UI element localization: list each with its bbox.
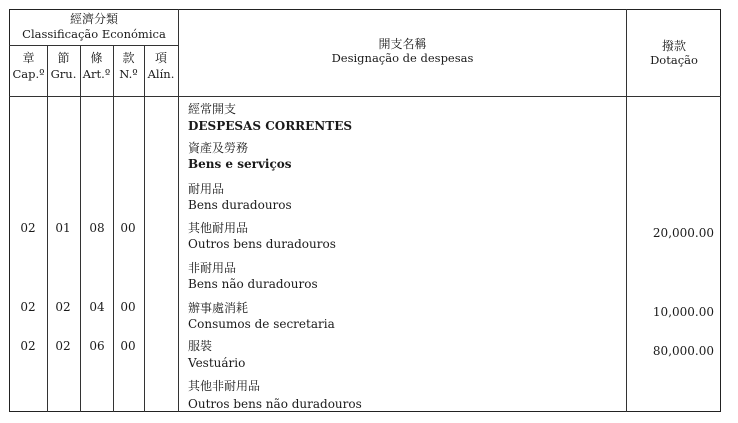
row-code-no: 00 [120, 221, 136, 235]
row-label-pt: Bens duradouros [188, 198, 292, 212]
col-art-zh: 條 [90, 51, 103, 65]
row-code-no: 00 [120, 339, 136, 353]
row-amount: 20,000.00 [652, 226, 714, 240]
row-label-pt: Bens e serviços [188, 157, 292, 171]
col-alin-pt: Alín. [147, 67, 175, 81]
column-divider-gru [80, 45, 81, 412]
row-label-pt: Vestuário [188, 356, 246, 370]
col-cap-pt: Cap.º [12, 67, 45, 81]
header-subdivider [9, 45, 179, 46]
column-divider-no [144, 45, 145, 412]
row-code-art: 04 [89, 300, 105, 314]
row-label-zh: 其他耐用品 [188, 221, 249, 235]
dotacao-title-zh: 撥款 [661, 39, 686, 53]
designation-title-pt: Designação de despesas [331, 51, 474, 65]
row-label-zh: 其他非耐用品 [188, 379, 261, 393]
row-label-pt: Bens não duradouros [188, 277, 318, 291]
row-label-pt: Outros bens não duradouros [188, 397, 362, 411]
row-code-art: 06 [89, 339, 105, 353]
header-bottom-line [9, 96, 721, 97]
col-no-zh: 款 [122, 51, 135, 65]
classification-title-pt: Classificação Económica [22, 27, 166, 41]
classification-title-zh: 經濟分類 [69, 12, 118, 26]
column-divider-classification [178, 9, 179, 412]
col-alin-zh: 項 [154, 51, 167, 65]
row-code-cap: 02 [20, 339, 36, 353]
row-code-gru: 01 [55, 221, 71, 235]
row-code-art: 08 [89, 221, 105, 235]
designation-title-zh: 開支名稱 [378, 37, 427, 51]
row-label-zh: 資產及勞務 [188, 141, 249, 155]
col-no-pt: N.º [119, 67, 138, 81]
row-label-pt: Outros bens duradouros [188, 237, 336, 251]
row-code-no: 00 [120, 300, 136, 314]
row-label-zh: 經常開支 [188, 102, 237, 116]
row-code-gru: 02 [55, 339, 71, 353]
col-art-pt: Art.º [82, 67, 111, 81]
dotacao-title-pt: Dotação [650, 53, 698, 67]
row-label-zh: 非耐用品 [188, 261, 237, 275]
col-cap-zh: 章 [22, 51, 35, 65]
row-label-pt: DESPESAS CORRENTES [188, 119, 353, 133]
row-label-zh: 辦事處消耗 [188, 301, 249, 315]
row-amount: 10,000.00 [652, 305, 714, 319]
row-label-zh: 耐用品 [188, 182, 225, 196]
row-label-zh: 服裝 [188, 339, 213, 353]
col-gru-pt: Gru. [50, 67, 77, 81]
col-gru-zh: 節 [57, 51, 70, 65]
row-code-cap: 02 [20, 300, 36, 314]
row-label-pt: Consumos de secretaria [188, 317, 335, 331]
row-amount: 80,000.00 [652, 344, 714, 358]
row-code-gru: 02 [55, 300, 71, 314]
row-code-cap: 02 [20, 221, 36, 235]
